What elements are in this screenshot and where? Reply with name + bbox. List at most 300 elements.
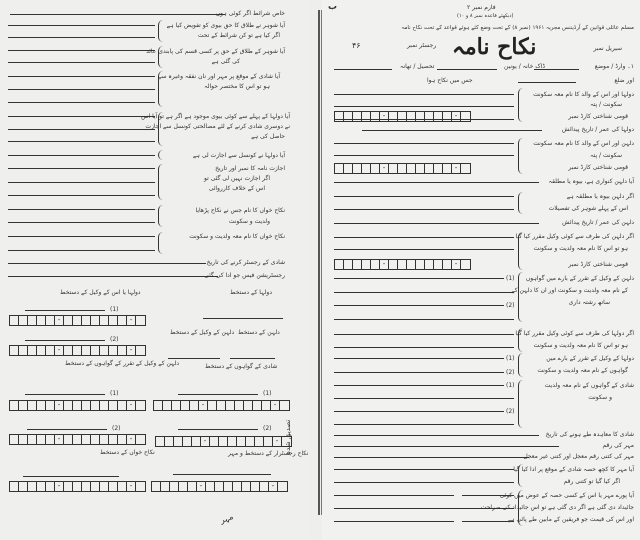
cnic-digit-cell[interactable] — [416, 164, 425, 173]
bride-witness-2-sig-line[interactable] — [25, 340, 105, 341]
bride-vakil-line-1[interactable] — [334, 237, 514, 238]
cnic-digit-cell[interactable] — [389, 260, 398, 269]
cnic-digit-cell[interactable] — [64, 435, 73, 444]
property-line-1a[interactable] — [334, 495, 454, 496]
groom-sig-label: دولہا کے دستخط — [230, 289, 273, 296]
cnic-digit-cell[interactable] — [10, 316, 19, 325]
bride-sig-line-2[interactable] — [230, 358, 275, 359]
item-23-label: نکاح خواں کا نام معہ ولدیت و سکونت — [189, 233, 285, 240]
item-11-witness-1-line[interactable] — [334, 385, 504, 386]
cnic-digit-cell[interactable] — [73, 346, 82, 355]
bride-name-line-2[interactable] — [334, 155, 514, 156]
cnic-digit-cell[interactable] — [46, 316, 55, 325]
witness-num: (1) — [110, 306, 119, 313]
item-7-sub-2: قومی شناختی کارڈ نمبر — [568, 261, 628, 268]
cnic-dash-cell[interactable]: - — [197, 482, 206, 491]
cnic-digit-cell[interactable] — [461, 260, 470, 269]
cnic-digit-cell[interactable] — [163, 401, 172, 410]
union-label: ڈاک خانہ / یونین — [504, 63, 545, 70]
cnic-dash-cell[interactable]: - — [380, 260, 389, 269]
cnic-digit-cell[interactable] — [434, 164, 443, 173]
item-8-line-2[interactable] — [334, 292, 514, 293]
item-10-sub: گواہوں کے نام معہ ولدیت و سکونت — [537, 367, 628, 374]
ward-field[interactable] — [534, 69, 579, 70]
union-field[interactable] — [437, 69, 497, 70]
tehsil-label: تحصیل / تھانہ — [400, 63, 435, 70]
seal-label: مہر — [218, 511, 235, 526]
field-22-line-2[interactable] — [8, 222, 155, 223]
brace — [518, 192, 523, 214]
cnic-digit-cell[interactable] — [73, 316, 82, 325]
cnic-digit-cell[interactable] — [37, 316, 46, 325]
field-21b-line-2[interactable] — [8, 182, 155, 183]
cnic-dash-cell[interactable]: - — [55, 401, 64, 410]
item-15-sub: اگر کیا گیا تو کتنی رقم — [563, 478, 620, 485]
cnic-boxes-marriage-witness-2[interactable] — [155, 436, 292, 447]
item-10-witness-1-line[interactable] — [334, 358, 504, 359]
cnic-digit-cell[interactable] — [82, 316, 91, 325]
cnic-digit-cell[interactable] — [100, 435, 109, 444]
bride-sig-line[interactable] — [203, 318, 283, 319]
cnic-digit-cell[interactable] — [389, 164, 398, 173]
cnic-digit-cell[interactable] — [28, 482, 37, 491]
marriage-witness-2-sig-line[interactable] — [178, 429, 258, 430]
cnic-digit-cell[interactable] — [37, 346, 46, 355]
cnic-dash-cell[interactable]: - — [199, 401, 208, 410]
field-25-line[interactable] — [8, 276, 218, 277]
item-13-label: مہر کی رقم — [602, 442, 634, 449]
item-2-sub-1: سکونت / پتہ — [590, 101, 622, 108]
district-field[interactable] — [518, 82, 576, 83]
cnic-digit-cell[interactable] — [224, 482, 233, 491]
cnic-dash-cell[interactable]: - — [55, 435, 64, 444]
cnic-digit-cell[interactable] — [156, 437, 165, 446]
item-22-sub: ولدیت و سکونت — [228, 218, 270, 225]
cnic-digit-cell[interactable] — [19, 482, 28, 491]
cnic-digit-cell[interactable] — [416, 260, 425, 269]
cnic-dash-cell[interactable]: - — [380, 164, 389, 173]
cnic-digit-cell[interactable] — [172, 401, 181, 410]
cnic-digit-cell[interactable] — [425, 260, 434, 269]
marriage-witness-1-sig-line[interactable] — [178, 394, 258, 395]
cnic-boxes-bride-witness-1[interactable] — [9, 315, 146, 326]
agreement-date-line[interactable] — [334, 435, 539, 436]
cnic-digit-cell[interactable] — [416, 112, 425, 121]
cnic-digit-cell[interactable] — [19, 435, 28, 444]
cnic-digit-cell[interactable] — [344, 112, 353, 121]
cnic-digit-cell[interactable] — [91, 482, 100, 491]
cnic-digit-cell[interactable] — [109, 482, 118, 491]
cnic-digit-cell[interactable] — [398, 164, 407, 173]
cnic-digit-cell[interactable] — [73, 435, 82, 444]
cnic-digit-cell[interactable] — [371, 260, 380, 269]
cnic-digit-cell[interactable] — [235, 401, 244, 410]
item-11-label: شادی کے گواہوں کے نام معہ ولدیت — [544, 382, 634, 389]
cnic-digit-cell[interactable] — [73, 482, 82, 491]
item-8-witness-2-line[interactable] — [334, 305, 504, 306]
cnic-digit-cell[interactable] — [82, 401, 91, 410]
cnic-digit-cell[interactable] — [183, 437, 192, 446]
district-label: اور ضلع — [614, 77, 634, 84]
item-11-line-2[interactable] — [334, 398, 514, 399]
cnic-digit-cell[interactable] — [73, 401, 82, 410]
right-page — [322, 0, 640, 540]
field-23-line-2[interactable] — [8, 250, 155, 251]
cnic-digit-cell[interactable] — [64, 401, 73, 410]
item-11-sub: و سکونت — [588, 394, 612, 401]
brace — [158, 164, 163, 200]
registrar-sig-line[interactable] — [173, 474, 271, 475]
cnic-dash-cell[interactable]: - — [273, 437, 282, 446]
item-7-sub-1: ہو تو اس کا نام معہ ولدیت و سکونت — [533, 245, 628, 252]
item-21b-sub-1: اگر اجازت نہیں لی گئی تو — [204, 175, 270, 182]
cnic-digit-cell[interactable] — [206, 482, 215, 491]
item-11-line-4[interactable] — [334, 424, 514, 425]
cnic-digit-cell[interactable] — [190, 401, 199, 410]
item-16-sub-1: جائیداد دی گئی ہے اگر دی گئی ہے تو اس جائیداد کی صراحت — [480, 504, 634, 511]
cnic-digit-cell[interactable] — [136, 435, 145, 444]
cnic-digit-cell[interactable] — [362, 260, 371, 269]
groom-vakil-line-2[interactable] — [334, 347, 514, 348]
cnic-digit-cell[interactable] — [28, 316, 37, 325]
field-21-line-2[interactable] — [8, 129, 155, 130]
cnic-digit-cell[interactable] — [210, 437, 219, 446]
cnic-digit-cell[interactable] — [82, 482, 91, 491]
cnic-digit-cell[interactable] — [136, 316, 145, 325]
cnic-boxes-registrar[interactable] — [151, 481, 288, 492]
prev-husband-line-2[interactable] — [334, 209, 514, 210]
cnic-digit-cell[interactable] — [255, 437, 264, 446]
property-line-3a[interactable] — [334, 521, 454, 522]
item-2-label: دولہا اور اس کے والد کا نام معہ سکونت — [533, 91, 634, 98]
cnic-digit-cell[interactable] — [362, 112, 371, 121]
cnic-digit-cell[interactable] — [91, 346, 100, 355]
cnic-dash-cell[interactable]: - — [452, 260, 461, 269]
field-19-line-2[interactable] — [8, 62, 155, 63]
field-19-line-1[interactable] — [8, 50, 155, 51]
cnic-digit-cell[interactable] — [228, 437, 237, 446]
brace — [518, 353, 523, 377]
cnic-digit-cell[interactable] — [335, 112, 344, 121]
cnic-digit-cell[interactable] — [10, 482, 19, 491]
cnic-digit-cell[interactable] — [10, 346, 19, 355]
cnic-dash-cell[interactable]: - — [271, 401, 280, 410]
cnic-digit-cell[interactable] — [353, 112, 362, 121]
field-18-line-1[interactable] — [8, 25, 155, 26]
item-10-label: دولہا کے وکیل کے تقرر کے بارے میں — [546, 355, 634, 362]
item-7-label: اگر دلہن کی طرف سے کوئی وکیل مقرر کیا گیا — [515, 233, 634, 240]
cnic-dash-cell[interactable]: - — [55, 316, 64, 325]
cnic-digit-cell[interactable] — [109, 346, 118, 355]
cnic-digit-cell[interactable] — [264, 437, 273, 446]
cnic-boxes-groom-witness-1[interactable] — [9, 400, 146, 411]
cnic-digit-cell[interactable] — [46, 482, 55, 491]
item-21b-label: اجازت نامہ کا نمبر اور تاریخ — [215, 165, 285, 172]
cnic-digit-cell[interactable] — [118, 435, 127, 444]
cnic-digit-cell[interactable] — [398, 260, 407, 269]
cnic-digit-cell[interactable] — [443, 112, 452, 121]
cnic-digit-cell[interactable] — [425, 112, 434, 121]
corner-mark: ب — [328, 2, 338, 12]
nikah-place-label: جس میں نکاح ہوا — [427, 77, 473, 84]
cnic-digit-cell[interactable] — [335, 260, 344, 269]
cnic-digit-cell[interactable] — [37, 401, 46, 410]
field-21-line-3[interactable] — [8, 141, 155, 142]
cnic-digit-cell[interactable] — [161, 482, 170, 491]
bride-vakil-sig-line[interactable] — [168, 358, 220, 359]
cnic-digit-cell[interactable] — [461, 112, 470, 121]
cnic-digit-cell[interactable] — [407, 260, 416, 269]
cnic-digit-cell[interactable] — [425, 164, 434, 173]
cnic-digit-cell[interactable] — [28, 401, 37, 410]
nikah-khwan-sig-line[interactable] — [23, 476, 119, 477]
bride-vakil-sig-label: دلہن کے وکیل کے دستخط — [170, 329, 235, 336]
cnic-dash-cell[interactable]: - — [55, 346, 64, 355]
bride-sig-label: دلہن کے دستخط — [238, 329, 280, 336]
brace — [158, 232, 163, 254]
cnic-digit-cell[interactable] — [208, 401, 217, 410]
field-20-line-1[interactable] — [8, 76, 155, 77]
bride-cnic-boxes[interactable] — [334, 163, 471, 174]
cnic-digit-cell[interactable] — [109, 435, 118, 444]
cnic-dash-cell[interactable]: - — [452, 112, 461, 121]
item-21a-label: آیا دولہا نے کونسل سے اجازت لی ہے — [192, 152, 285, 159]
left-page — [0, 0, 310, 540]
cnic-digit-cell[interactable] — [10, 435, 19, 444]
cnic-digit-cell[interactable] — [19, 316, 28, 325]
item-12-label: شادی کا معاہدہ طے ہونے کی تاریخ — [545, 431, 634, 438]
cnic-digit-cell[interactable] — [371, 164, 380, 173]
witness-num: (2) — [506, 408, 515, 415]
cnic-digit-cell[interactable] — [181, 401, 190, 410]
cnic-digit-cell[interactable] — [19, 401, 28, 410]
field-20-line-3[interactable] — [8, 102, 155, 103]
cnic-digit-cell[interactable] — [64, 316, 73, 325]
cnic-digit-cell[interactable] — [443, 164, 452, 173]
groom-cnic-boxes[interactable] — [334, 111, 471, 122]
cnic-digit-cell[interactable] — [91, 435, 100, 444]
bride-age-line[interactable] — [334, 223, 539, 224]
registrar-sig-label: نکاح رجسٹرار کے دستخط و مہر — [228, 450, 309, 457]
cnic-digit-cell[interactable] — [280, 401, 289, 410]
bride-vakil-cnic-boxes[interactable] — [334, 259, 471, 270]
item-20-label: آیا شادی کے موقع پر مہر اور نان نفقہ وغیرہ سے — [157, 73, 280, 80]
cnic-digit-cell[interactable] — [407, 112, 416, 121]
cnic-boxes-marriage-witness-1[interactable] — [153, 400, 290, 411]
field-18-line-2[interactable] — [8, 37, 155, 38]
cnic-dash-cell[interactable]: - — [269, 482, 278, 491]
cnic-digit-cell[interactable] — [154, 401, 163, 410]
cnic-digit-cell[interactable] — [242, 482, 251, 491]
form-label: فارم نمبر ۲ — [467, 4, 496, 11]
cnic-digit-cell[interactable] — [37, 435, 46, 444]
item-18-label: آیا شوہر نے طلاق کا حق بیوی کو تفویض کیا ہے — [166, 22, 285, 29]
groom-witness-1-sig-line[interactable] — [25, 394, 105, 395]
cnic-digit-cell[interactable] — [192, 437, 201, 446]
cnic-digit-cell[interactable] — [260, 482, 269, 491]
cnic-digit-cell[interactable] — [100, 316, 109, 325]
cnic-dash-cell[interactable]: - — [452, 164, 461, 173]
groom-name-line-2[interactable] — [334, 106, 514, 107]
cnic-digit-cell[interactable] — [251, 482, 260, 491]
cnic-digit-cell[interactable] — [64, 346, 73, 355]
cnic-digit-cell[interactable] — [434, 260, 443, 269]
bride-vakil-line-2[interactable] — [334, 249, 514, 250]
brace — [518, 138, 523, 174]
cnic-boxes-groom-witness-2[interactable] — [9, 434, 146, 445]
cnic-digit-cell[interactable] — [10, 401, 19, 410]
cnic-dash-cell[interactable]: - — [127, 482, 136, 491]
cnic-digit-cell[interactable] — [46, 435, 55, 444]
cnic-digit-cell[interactable] — [244, 401, 253, 410]
bride-name-line-1[interactable] — [334, 143, 514, 144]
field-17-line[interactable] — [10, 14, 225, 15]
cnic-dash-cell[interactable]: - — [127, 316, 136, 325]
cnic-digit-cell[interactable] — [28, 435, 37, 444]
mehr-amount-line[interactable] — [334, 446, 559, 447]
cnic-digit-cell[interactable] — [109, 401, 118, 410]
cnic-digit-cell[interactable] — [118, 401, 127, 410]
cnic-digit-cell[interactable] — [82, 435, 91, 444]
field-23-line-1[interactable] — [8, 236, 155, 237]
cnic-digit-cell[interactable] — [19, 346, 28, 355]
cnic-digit-cell[interactable] — [398, 112, 407, 121]
cnic-digit-cell[interactable] — [335, 164, 344, 173]
field-21b-line-1[interactable] — [8, 168, 155, 169]
cnic-digit-cell[interactable] — [174, 437, 183, 446]
cnic-digit-cell[interactable] — [246, 437, 255, 446]
cnic-digit-cell[interactable] — [118, 316, 127, 325]
cnic-digit-cell[interactable] — [37, 482, 46, 491]
cnic-digit-cell[interactable] — [100, 401, 109, 410]
cnic-digit-cell[interactable] — [215, 482, 224, 491]
groom-witness-2-sig-line[interactable] — [27, 429, 107, 430]
tehsil-field[interactable] — [334, 69, 392, 70]
item-9-label: اگر دولہا کی طرف سے کوئی وکیل مقرر کیا گیا — [515, 330, 634, 337]
cnic-digit-cell[interactable] — [82, 346, 91, 355]
item-10-witness-2-line[interactable] — [334, 372, 504, 373]
brace — [158, 205, 163, 227]
cnic-boxes-bride-witness-2[interactable] — [9, 345, 146, 356]
nikah-khwan-sig-label: نکاح خواں کے دستخط — [100, 449, 155, 456]
witness-num: (2) — [112, 425, 121, 432]
cnic-digit-cell[interactable] — [165, 437, 174, 446]
cnic-digit-cell[interactable] — [253, 401, 262, 410]
cnic-digit-cell[interactable] — [344, 164, 353, 173]
cnic-dash-cell[interactable]: - — [127, 401, 136, 410]
item-22-label: نکاح خواں کا نام جس نے نکاح پڑھایا — [195, 207, 285, 214]
groom-age-line[interactable] — [362, 130, 542, 131]
cnic-digit-cell[interactable] — [136, 401, 145, 410]
cnic-digit-cell[interactable] — [344, 260, 353, 269]
cnic-digit-cell[interactable] — [46, 401, 55, 410]
cnic-digit-cell[interactable] — [118, 482, 127, 491]
item-24-label: شادی کے رجسٹر کرنے کی تاریخ — [206, 259, 285, 266]
prev-husband-line-1[interactable] — [334, 196, 514, 197]
cnic-digit-cell[interactable] — [278, 482, 287, 491]
cnic-digit-cell[interactable] — [407, 164, 416, 173]
cnic-digit-cell[interactable] — [100, 482, 109, 491]
item-21-sub-1: نے دوسری شادی کرنے کے لئے مصالحتی کونسل سے اجازت — [145, 123, 290, 130]
cnic-digit-cell[interactable] — [233, 482, 242, 491]
witness-num: (2) — [506, 369, 515, 376]
cnic-digit-cell[interactable] — [136, 482, 145, 491]
cnic-digit-cell[interactable] — [237, 437, 246, 446]
item-8-line-4[interactable] — [334, 319, 514, 320]
cnic-dash-cell[interactable]: - — [127, 346, 136, 355]
item-18-sub: اگر کیا ہے تو کن شرائط کے تحت — [197, 32, 280, 39]
witness-num: (2) — [110, 336, 119, 343]
cnic-dash-cell[interactable]: - — [127, 435, 136, 444]
cnic-dash-cell[interactable]: - — [55, 482, 64, 491]
mehr-split-line[interactable] — [334, 457, 529, 458]
cnic-digit-cell[interactable] — [219, 437, 228, 446]
item-11-witness-2-line[interactable] — [334, 411, 504, 412]
field-21-line-1[interactable] — [8, 116, 155, 117]
groom-vakil-line-1[interactable] — [334, 334, 514, 335]
cnic-digit-cell[interactable] — [152, 482, 161, 491]
bride-status-line[interactable] — [334, 182, 539, 183]
cnic-digit-cell[interactable] — [91, 401, 100, 410]
cnic-dash-cell[interactable]: - — [380, 112, 389, 121]
groom-name-line-1[interactable] — [334, 94, 514, 95]
cnic-boxes-nikah-khwan[interactable] — [9, 481, 146, 492]
cnic-digit-cell[interactable] — [262, 401, 271, 410]
field-22-line-1[interactable] — [8, 209, 155, 210]
cnic-digit-cell[interactable] — [371, 112, 380, 121]
item-4-label: دلہن اور اس کے والد کا نام معہ سکونت — [533, 140, 634, 147]
property-line-3b[interactable] — [462, 521, 514, 522]
cnic-digit-cell[interactable] — [217, 401, 226, 410]
item-9-sub: ہو تو اس کا نام معہ ولدیت و سکونت — [533, 342, 628, 349]
cnic-digit-cell[interactable] — [353, 260, 362, 269]
mehr-paid-line-1[interactable] — [334, 469, 514, 470]
preamble: مسلم عائلی قوانین کے آرڈیننس مجریہ ۱۹۶۱ (نمبر ۸) کے تحت وضع کئے ہوئے قواعد کے تحت نکاح نامہ — [401, 25, 634, 31]
cnic-digit-cell[interactable] — [188, 482, 197, 491]
cnic-digit-cell[interactable] — [170, 482, 179, 491]
item-8-witness-1-line[interactable] — [334, 278, 504, 279]
cnic-digit-cell[interactable] — [64, 482, 73, 491]
register-label: رجسٹر نمبر — [407, 42, 437, 49]
cnic-dash-cell[interactable]: - — [201, 437, 210, 446]
field-21a-line[interactable] — [8, 155, 155, 156]
cnic-digit-cell[interactable] — [443, 260, 452, 269]
witness-num: (1) — [506, 382, 515, 389]
cnic-digit-cell[interactable] — [362, 164, 371, 173]
cnic-digit-cell[interactable] — [118, 346, 127, 355]
cnic-digit-cell[interactable] — [91, 316, 100, 325]
cnic-digit-cell[interactable] — [434, 112, 443, 121]
item-19-sub: کی گئی ہے — [211, 58, 240, 65]
cnic-digit-cell[interactable] — [28, 346, 37, 355]
stamp-text: تصدیق شدہ — [284, 419, 292, 455]
cnic-digit-cell[interactable] — [226, 401, 235, 410]
field-20-line-2[interactable] — [8, 89, 155, 90]
bride-witness-1-sig-line[interactable] — [25, 310, 105, 311]
cnic-digit-cell[interactable] — [46, 346, 55, 355]
cnic-digit-cell[interactable] — [109, 316, 118, 325]
witness-num: (2) — [263, 425, 272, 432]
cnic-digit-cell[interactable] — [461, 164, 470, 173]
field-21b-line-3[interactable] — [8, 195, 155, 196]
cnic-digit-cell[interactable] — [136, 346, 145, 355]
cnic-digit-cell[interactable] — [179, 482, 188, 491]
cnic-digit-cell[interactable] — [100, 346, 109, 355]
field-24-line[interactable] — [8, 263, 206, 264]
cnic-digit-cell[interactable] — [353, 164, 362, 173]
mehr-paid-line-2[interactable] — [334, 482, 514, 483]
cnic-digit-cell[interactable] — [389, 112, 398, 121]
